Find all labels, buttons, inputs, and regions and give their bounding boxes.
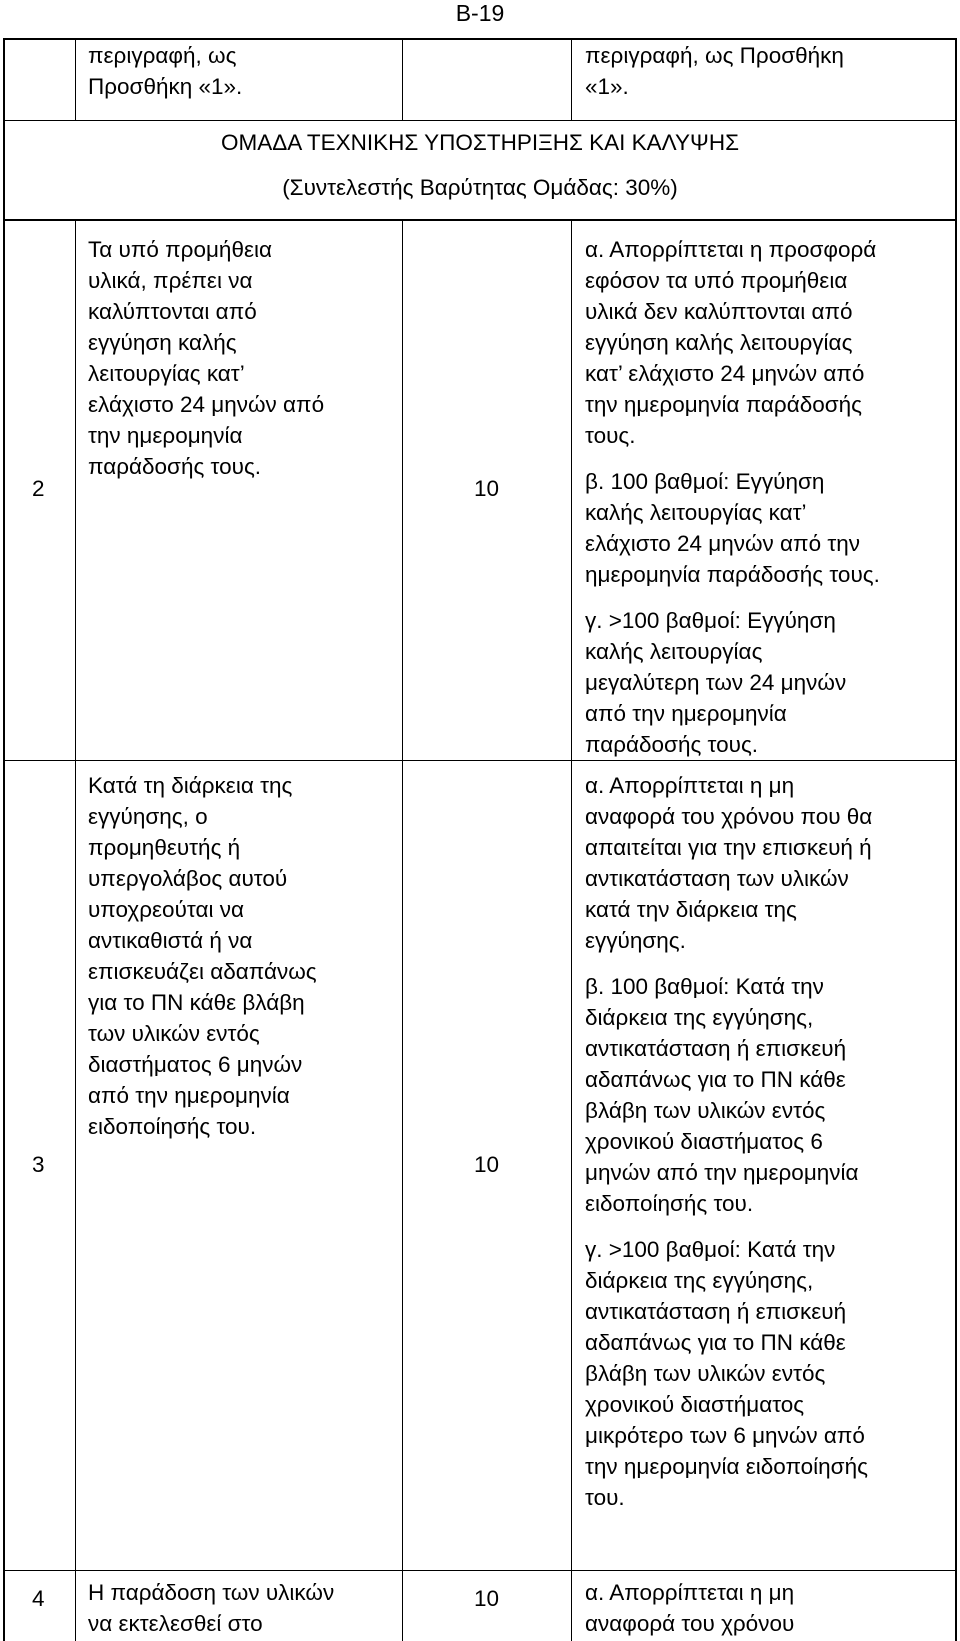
row-weight: 10 [474,1152,500,1177]
group-weight: (Συντελεστής Βαρύτητας Ομάδας: 30%) [282,175,678,200]
top-row-requirement: περιγραφή, ως Προσθήκη «1». [88,43,243,99]
column-divider [571,220,572,1641]
row-divider [3,760,957,761]
table-border-right [955,38,957,1641]
row-requirement: Η παράδοση των υλικών να εκτελεσθεί στο [88,1580,335,1636]
column-divider [571,38,572,120]
row-number: 3 [32,1152,45,1177]
column-divider [75,220,76,1641]
row-divider [3,219,957,221]
top-row-evaluation: περιγραφή, ως Προσθήκη «1». [585,43,844,99]
table-border-left [3,38,5,1641]
criterion-reject: α. Απορρίπτεται η προσφορά εφόσον τα υπό προμήθεια υλικά δεν καλύπτονται από εγγύηση καλής λειτουργίας κατ’ ελάχιστο 24 μηνών από την ημερομηνία παράδοσής τους. [585,237,877,448]
column-divider [402,220,403,1641]
column-divider [402,38,403,120]
criterion-reject: α. Απορρίπτεται η μη αναφορά του χρόνου που θα απαιτείται για την επισκευή ή αντικατάσταση των υλικών κατά την διάρκεια της εγγύησης. [585,773,873,953]
group-title: ΟΜΑΔΑ ΤΕΧΝΙΚΗΣ ΥΠΟΣΤΗΡΙΞΗΣ ΚΑΙ ΚΑΛΥΨΗΣ [221,130,739,155]
criterion-over-100-points: γ. >100 βαθμοί: Κατά την διάρκεια της εγγύησης, αντικατάσταση ή επισκευή αδαπάνως για το ΠΝ κάθε βλάβη των υλικών εντός χρονικού διαστήματος μικρότερο των 6 μηνών από την ημερομηνία ειδοποίησής του. [585,1237,868,1510]
row-divider [3,120,957,121]
row-weight: 10 [474,476,500,501]
criterion-100-points: β. 100 βαθμοί: Κατά την διάρκεια της εγγύησης, αντικατάσταση ή επισκευή αδαπάνως για το ΠΝ κάθε βλάβη των υλικών εντός χρονικού διαστήματος 6 μηνών από την ημερομηνία ειδοποίησής του. [585,974,859,1216]
criterion-reject: α. Απορρίπτεται η μη αναφορά του χρόνου [585,1580,795,1636]
row-criteria [585,770,872,1513]
row-requirement: Κατά τη διάρκεια της εγγύησης, ο προμηθευτής ή υπεργολάβος αυτού υποχρεούται να αντικαθιστά ή να επισκευάζει αδαπάνως για το ΠΝ κάθε βλάβη των υλικών εντός διαστήματος 6 μηνών από την ημερομηνία ειδοποίησής του. [88,773,317,1139]
row-requirement: Τα υπό προμήθεια υλικά, πρέπει να καλύπτονται από εγγύηση καλής λειτουργίας κατ’ ελάχιστο 24 μηνών από την ημερομηνία παράδοσής τους. [88,237,325,479]
criterion-100-points: β. 100 βαθμοί: Εγγύηση καλής λειτουργίας κατ’ ελάχιστο 24 μηνών από την ημερομηνία παράδοσής τους. [585,469,880,587]
row-number: 2 [32,476,45,501]
row-criteria [585,234,880,760]
criterion-over-100-points: γ. >100 βαθμοί: Εγγύηση καλής λειτουργίας μεγαλύτερη των 24 μηνών από την ημερομηνία παράδοσής τους. [585,608,847,757]
row-number: 4 [32,1586,45,1611]
row-weight: 10 [474,1586,500,1611]
page-number: Β-19 [455,0,505,26]
column-divider [75,38,76,120]
row-divider [3,1570,957,1571]
